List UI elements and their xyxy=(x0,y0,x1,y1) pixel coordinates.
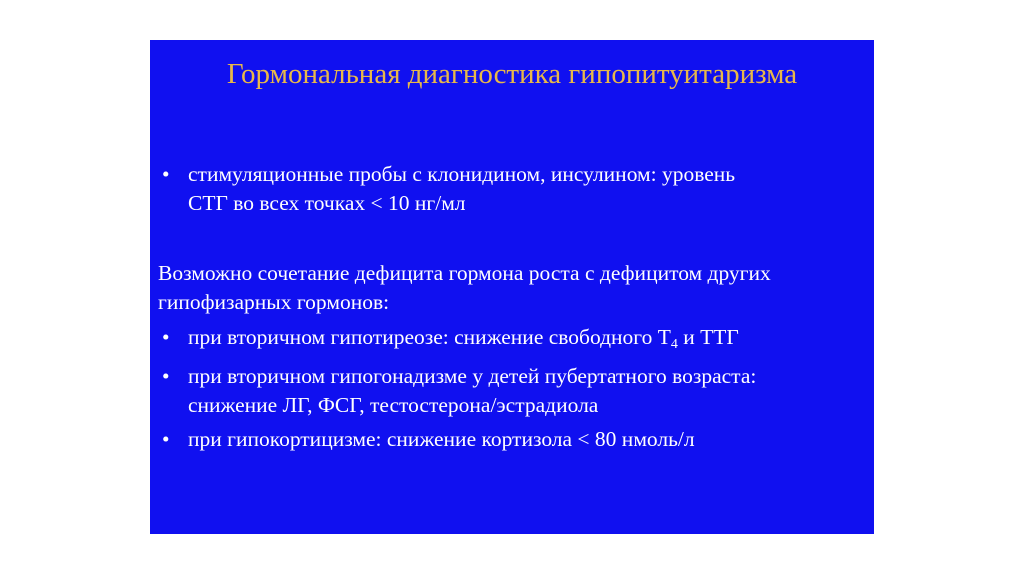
bullet-icon: • xyxy=(162,427,170,451)
bullet-icon: • xyxy=(162,325,170,349)
bullet-line: при вторичном гипотиреозе: снижение свободного Т xyxy=(188,325,671,349)
bullet-text xyxy=(188,362,756,420)
bullet-icon: • xyxy=(162,162,170,186)
slide-title: Гормональная диагностика гипопитуитаризма xyxy=(226,58,798,90)
bullet-line: стимуляционные пробы с клонидином, инсулином: уровень xyxy=(188,162,736,186)
bullet-line: при вторичном гипогонадизме у детей пубертатного возраста: xyxy=(188,364,757,388)
bullet-line: при гипокортицизме: снижение кортизола < 80 нмоль/л xyxy=(188,427,695,451)
slide xyxy=(150,40,874,534)
bullet-text xyxy=(188,323,739,352)
bullet-line: СТГ во всех точках < 10 нг/мл xyxy=(188,191,466,215)
subscript: 4 xyxy=(670,337,678,352)
paragraph-line: Возможно сочетание дефицита гормона роста с дефицитом других xyxy=(158,261,771,285)
paragraph-line: гипофизарных гормонов: xyxy=(158,290,390,314)
bullet-line: и ТТГ xyxy=(677,325,739,349)
paragraph xyxy=(158,259,771,317)
bullet-line: снижение ЛГ, ФСГ, тестостерона/эстрадиола xyxy=(188,393,599,417)
bullet-text xyxy=(188,160,735,218)
bullet-text xyxy=(188,425,695,454)
bullet-icon: • xyxy=(162,364,170,388)
